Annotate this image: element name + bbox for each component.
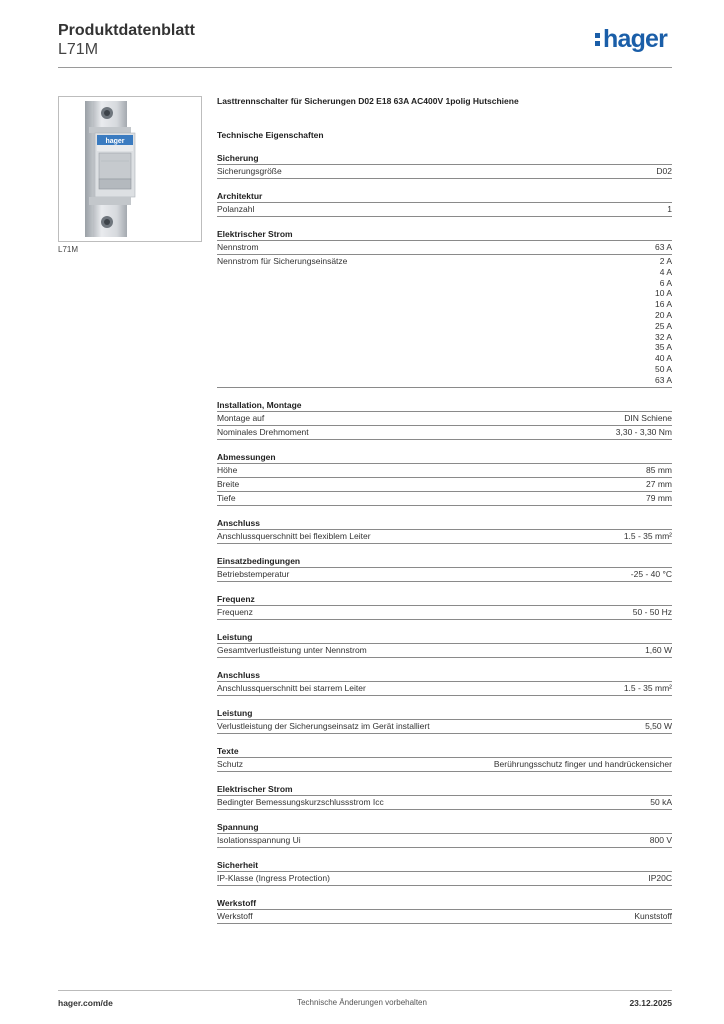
spec-label: Breite [217, 478, 240, 489]
spec-label: Höhe [217, 464, 238, 475]
spec-label: Schutz [217, 758, 243, 769]
spec-value-line: 1.5 - 35 mm² [623, 530, 672, 541]
spec-value [616, 427, 672, 438]
spec-group-title: Frequenz [217, 593, 672, 606]
spec-group-title: Elektrischer Strom [217, 228, 672, 241]
spec-value-line: 50 - 50 Hz [632, 606, 672, 617]
spec-row [217, 203, 672, 217]
spec-group [217, 555, 672, 582]
spec-value-line: 63 A [654, 242, 672, 252]
spec-label: IP-Klasse (Ingress Protection) [217, 872, 330, 883]
spec-row [217, 412, 672, 426]
spec-label: Nominales Drehmoment [217, 426, 309, 437]
product-image [58, 96, 202, 242]
spec-row [217, 426, 672, 440]
spec-value-line: 2 A [659, 256, 672, 266]
footer-website: hager.com/de [58, 998, 113, 1008]
spec-row [217, 758, 672, 772]
spec-group-title: Werkstoff [217, 897, 672, 910]
spec-value-line: 40 A [654, 353, 672, 364]
spec-value-line: 79 mm [646, 492, 672, 503]
spec-value-line: 10 A [654, 288, 672, 299]
spec-group [217, 745, 672, 772]
spec-value [645, 645, 672, 656]
spec-row [217, 720, 672, 734]
spec-group [217, 152, 672, 179]
document-title: Produktdatenblatt [58, 22, 195, 39]
spec-table [217, 152, 672, 935]
spec-label: Frequenz [217, 606, 253, 617]
spec-value [494, 759, 672, 770]
spec-value-line: 85 mm [646, 464, 672, 475]
hager-logo [594, 27, 667, 52]
spec-value-line: 1 [667, 204, 672, 214]
circuit-breaker-illustration [59, 97, 201, 241]
spec-row [217, 834, 672, 848]
spec-row [217, 165, 672, 179]
spec-label: Verlustleistung der Sicherungseinsatz im Gerät installiert [217, 720, 430, 731]
spec-value [645, 721, 672, 732]
spec-row [217, 530, 672, 544]
logo-text: hager [603, 25, 668, 53]
spec-value [624, 683, 672, 694]
spec-value [634, 911, 672, 922]
spec-label: Anschlussquerschnitt bei flexiblem Leiter [217, 530, 371, 541]
spec-row [217, 568, 672, 582]
spec-group [217, 517, 672, 544]
spec-value [633, 607, 672, 618]
product-description: Lasttrennschalter für Sicherungen D02 E18 63A AC400V 1polig Hutschiene [217, 96, 519, 106]
spec-value-line: DIN Schiene [624, 412, 672, 423]
spec-value [631, 569, 672, 580]
spec-value-line: 16 A [654, 299, 672, 310]
spec-value [650, 835, 672, 846]
spec-group-title: Installation, Montage [217, 399, 672, 412]
spec-value [655, 256, 672, 386]
spec-value [650, 797, 672, 808]
spec-group [217, 821, 672, 848]
spec-row [217, 241, 672, 255]
spec-value-line: 1,60 W [645, 644, 672, 655]
spec-value-line: 1.5 - 35 mm² [623, 682, 672, 693]
spec-group [217, 707, 672, 734]
spec-label: Tiefe [217, 492, 236, 503]
spec-value-line: 63 A [654, 374, 672, 385]
footer-date: 23.12.2025 [629, 998, 672, 1008]
spec-group [217, 631, 672, 658]
spec-value-line: IP20C [648, 872, 672, 883]
footer-divider [58, 990, 672, 991]
header-divider [58, 67, 672, 68]
spec-value [648, 873, 672, 884]
spec-group-title: Elektrischer Strom [217, 783, 672, 796]
spec-value [646, 465, 672, 476]
spec-group-title: Spannung [217, 821, 672, 834]
spec-value [655, 242, 672, 253]
spec-value-line: 6 A [659, 277, 672, 288]
spec-group [217, 669, 672, 696]
spec-group [217, 399, 672, 440]
spec-group-title: Anschluss [217, 517, 672, 530]
spec-value-line: 50 A [654, 363, 672, 374]
spec-row [217, 464, 672, 478]
spec-value [667, 204, 672, 215]
spec-value-line: 27 mm [646, 478, 672, 489]
svg-text:hager: hager [105, 138, 125, 145]
spec-group-title: Sicherheit [217, 859, 672, 872]
spec-label: Werkstoff [217, 910, 253, 921]
spec-label: Nennstrom für Sicherungseinsätze [217, 256, 348, 266]
logo-colon-icon [594, 32, 601, 46]
spec-row [217, 910, 672, 924]
spec-value-line: 32 A [654, 331, 672, 342]
document-subtitle: L71M [58, 41, 99, 58]
spec-row [217, 644, 672, 658]
spec-value-line: Kunststoff [634, 910, 672, 921]
spec-group-title: Leistung [217, 631, 672, 644]
spec-group [217, 897, 672, 924]
technical-properties-heading: Technische Eigenschaften [217, 130, 324, 140]
spec-group-title: Leistung [217, 707, 672, 720]
spec-value [646, 479, 672, 490]
spec-value-line: Berührungsschutz finger und handrückensicher [493, 758, 672, 769]
spec-group-title: Architektur [217, 190, 672, 203]
spec-value-line: D02 [656, 166, 672, 176]
spec-row [217, 606, 672, 620]
spec-label: Nennstrom [217, 242, 259, 252]
spec-value-line: 35 A [654, 342, 672, 353]
spec-group [217, 593, 672, 620]
product-image-caption: L71M [58, 245, 79, 254]
spec-label: Gesamtverlustleistung unter Nennstrom [217, 644, 367, 655]
spec-group [217, 228, 672, 388]
spec-group-title: Anschluss [217, 669, 672, 682]
spec-row [217, 872, 672, 886]
spec-group [217, 451, 672, 506]
spec-value-line: 25 A [654, 320, 672, 331]
spec-value-line: 3,30 - 3,30 Nm [615, 426, 672, 437]
spec-value-line: 4 A [659, 266, 672, 277]
spec-row [217, 255, 672, 388]
spec-value-line: 800 V [649, 834, 672, 845]
spec-group-title: Texte [217, 745, 672, 758]
spec-label: Montage auf [217, 412, 265, 423]
spec-value [624, 531, 672, 542]
spec-label: Polanzahl [217, 204, 255, 214]
footer-notice: Technische Änderungen vorbehalten [297, 998, 427, 1007]
spec-value-line: 50 kA [650, 796, 672, 807]
spec-group [217, 190, 672, 217]
spec-label: Anschlussquerschnitt bei starrem Leiter [217, 682, 366, 693]
spec-value [656, 166, 672, 177]
spec-label: Isolationsspannung Ui [217, 834, 301, 845]
spec-row [217, 682, 672, 696]
spec-group-title: Abmessungen [217, 451, 672, 464]
spec-row [217, 492, 672, 506]
spec-group [217, 783, 672, 810]
spec-row [217, 796, 672, 810]
spec-label: Sicherungsgröße [217, 166, 282, 176]
spec-group-title: Sicherung [217, 152, 672, 165]
spec-row [217, 478, 672, 492]
spec-label: Betriebstemperatur [217, 568, 290, 579]
spec-group-title: Einsatzbedingungen [217, 555, 672, 568]
spec-value-line: 5,50 W [645, 720, 672, 731]
spec-value [624, 413, 672, 424]
spec-value-line: -25 - 40 °C [630, 568, 672, 579]
spec-group [217, 859, 672, 886]
spec-label: Bedingter Bemessungskurzschlussstrom Icc [217, 796, 384, 807]
spec-value [646, 493, 672, 504]
spec-value-line: 20 A [654, 309, 672, 320]
